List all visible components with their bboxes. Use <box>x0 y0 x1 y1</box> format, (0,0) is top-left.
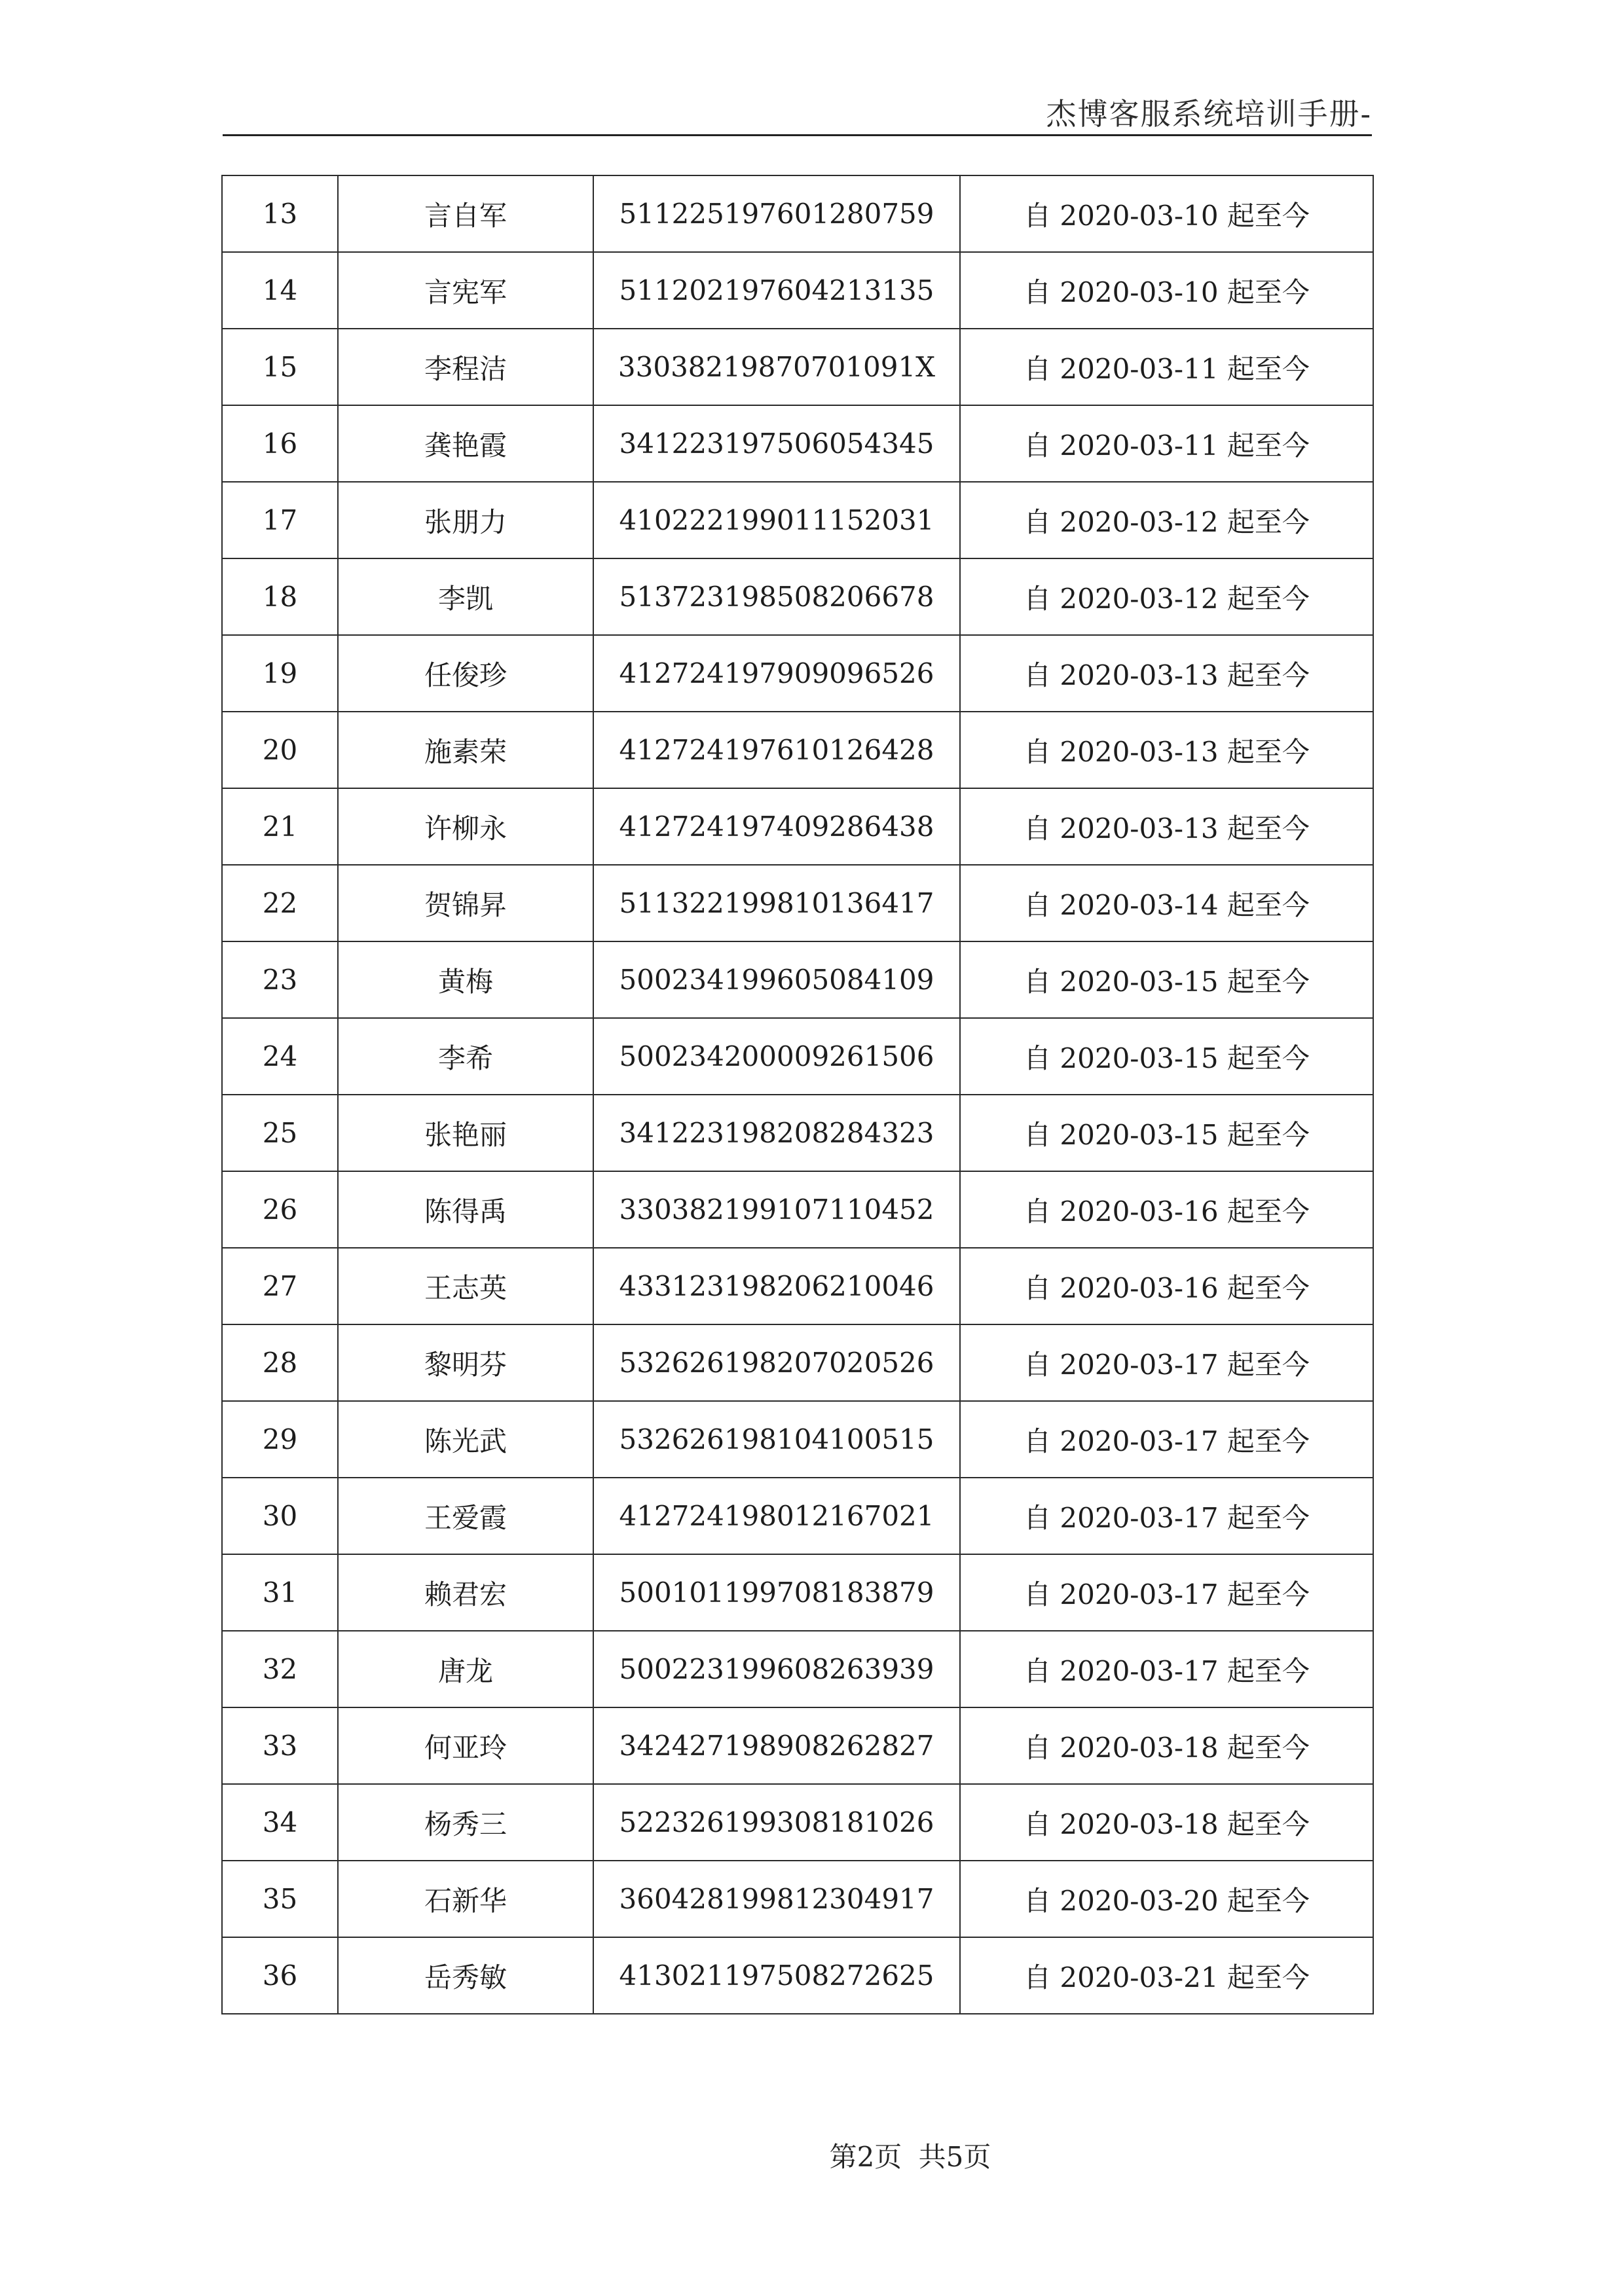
table-row <box>222 482 1373 558</box>
row-number-cell: 30 <box>222 1478 338 1554</box>
table-row <box>222 788 1373 865</box>
id-number-cell: 360428199812304917 <box>593 1861 960 1937</box>
name-cell: 龚艳霞 <box>338 405 593 482</box>
id-number-cell: 532626198104100515 <box>593 1401 960 1478</box>
name-cell: 黄梅 <box>338 941 593 1018</box>
id-number-cell: 511322199810136417 <box>593 865 960 941</box>
name-cell: 李程洁 <box>338 329 593 405</box>
period-cell: 自 2020-03-13 起至今 <box>960 788 1373 865</box>
period-cell: 自 2020-03-18 起至今 <box>960 1707 1373 1784</box>
table-row <box>222 635 1373 712</box>
row-number-cell: 24 <box>222 1018 338 1095</box>
period-cell: 自 2020-03-14 起至今 <box>960 865 1373 941</box>
id-number-cell: 522326199308181026 <box>593 1784 960 1861</box>
row-number-cell: 16 <box>222 405 338 482</box>
personnel-table <box>221 175 1374 2014</box>
period-cell: 自 2020-03-10 起至今 <box>960 252 1373 329</box>
period-cell: 自 2020-03-17 起至今 <box>960 1401 1373 1478</box>
name-cell: 王爱霞 <box>338 1478 593 1554</box>
table-row <box>222 1324 1373 1401</box>
name-cell: 贺锦昇 <box>338 865 593 941</box>
row-number-cell: 33 <box>222 1707 338 1784</box>
table-row <box>222 1401 1373 1478</box>
name-cell: 赖君宏 <box>338 1554 593 1631</box>
period-cell: 自 2020-03-15 起至今 <box>960 1018 1373 1095</box>
table-row <box>222 329 1373 405</box>
table-row <box>222 1248 1373 1324</box>
period-cell: 自 2020-03-16 起至今 <box>960 1171 1373 1248</box>
table-row <box>222 941 1373 1018</box>
period-cell: 自 2020-03-16 起至今 <box>960 1248 1373 1324</box>
period-cell: 自 2020-03-21 起至今 <box>960 1937 1373 2014</box>
table-row <box>222 252 1373 329</box>
row-number-cell: 29 <box>222 1401 338 1478</box>
table-row <box>222 865 1373 941</box>
name-cell: 言宪军 <box>338 252 593 329</box>
period-cell: 自 2020-03-11 起至今 <box>960 405 1373 482</box>
name-cell: 石新华 <box>338 1861 593 1937</box>
row-number-cell: 20 <box>222 712 338 788</box>
name-cell: 岳秀敏 <box>338 1937 593 2014</box>
id-number-cell: 342427198908262827 <box>593 1707 960 1784</box>
row-number-cell: 19 <box>222 635 338 712</box>
name-cell: 言自军 <box>338 175 593 252</box>
id-number-cell: 511225197601280759 <box>593 175 960 252</box>
name-cell: 黎明芬 <box>338 1324 593 1401</box>
name-cell: 何亚玲 <box>338 1707 593 1784</box>
row-number-cell: 23 <box>222 941 338 1018</box>
row-number-cell: 27 <box>222 1248 338 1324</box>
row-number-cell: 26 <box>222 1171 338 1248</box>
table-row <box>222 712 1373 788</box>
page-number: 第2页 <box>829 2141 902 2173</box>
id-number-cell: 433123198206210046 <box>593 1248 960 1324</box>
row-number-cell: 32 <box>222 1631 338 1707</box>
id-number-cell: 412724198012167021 <box>593 1478 960 1554</box>
table-row <box>222 1171 1373 1248</box>
id-number-cell: 500223199608263939 <box>593 1631 960 1707</box>
row-number-cell: 21 <box>222 788 338 865</box>
period-cell: 自 2020-03-12 起至今 <box>960 558 1373 635</box>
row-number-cell: 22 <box>222 865 338 941</box>
row-number-cell: 17 <box>222 482 338 558</box>
row-number-cell: 35 <box>222 1861 338 1937</box>
row-number-cell: 25 <box>222 1095 338 1171</box>
document-header-title: 杰博客服系统培训手册- <box>1046 96 1372 132</box>
name-cell: 任俊珍 <box>338 635 593 712</box>
id-number-cell: 511202197604213135 <box>593 252 960 329</box>
name-cell: 陈得禹 <box>338 1171 593 1248</box>
period-cell: 自 2020-03-15 起至今 <box>960 1095 1373 1171</box>
name-cell: 王志英 <box>338 1248 593 1324</box>
table-row <box>222 175 1373 252</box>
row-number-cell: 15 <box>222 329 338 405</box>
id-number-cell: 413021197508272625 <box>593 1937 960 2014</box>
id-number-cell: 412724197909096526 <box>593 635 960 712</box>
name-cell: 张朋力 <box>338 482 593 558</box>
id-number-cell: 341223198208284323 <box>593 1095 960 1171</box>
id-number-cell: 412724197610126428 <box>593 712 960 788</box>
row-number-cell: 18 <box>222 558 338 635</box>
row-number-cell: 14 <box>222 252 338 329</box>
name-cell: 张艳丽 <box>338 1095 593 1171</box>
id-number-cell: 513723198508206678 <box>593 558 960 635</box>
name-cell: 陈光武 <box>338 1401 593 1478</box>
name-cell: 施素荣 <box>338 712 593 788</box>
period-cell: 自 2020-03-10 起至今 <box>960 175 1373 252</box>
table-row <box>222 1478 1373 1554</box>
id-number-cell: 532626198207020526 <box>593 1324 960 1401</box>
period-cell: 自 2020-03-18 起至今 <box>960 1784 1373 1861</box>
name-cell: 许柳永 <box>338 788 593 865</box>
row-number-cell: 13 <box>222 175 338 252</box>
table-row <box>222 1095 1373 1171</box>
page-footer <box>0 2136 1624 2175</box>
table-row <box>222 558 1373 635</box>
period-cell: 自 2020-03-13 起至今 <box>960 635 1373 712</box>
row-number-cell: 28 <box>222 1324 338 1401</box>
period-cell: 自 2020-03-13 起至今 <box>960 712 1373 788</box>
header-divider <box>223 134 1372 136</box>
table-row <box>222 1631 1373 1707</box>
id-number-cell: 500234199605084109 <box>593 941 960 1018</box>
period-cell: 自 2020-03-12 起至今 <box>960 482 1373 558</box>
period-cell: 自 2020-03-17 起至今 <box>960 1554 1373 1631</box>
name-cell: 李希 <box>338 1018 593 1095</box>
id-number-cell: 500101199708183879 <box>593 1554 960 1631</box>
table-row <box>222 1861 1373 1937</box>
period-cell: 自 2020-03-17 起至今 <box>960 1478 1373 1554</box>
period-cell: 自 2020-03-17 起至今 <box>960 1631 1373 1707</box>
personnel-table-body <box>222 175 1373 2014</box>
period-cell: 自 2020-03-17 起至今 <box>960 1324 1373 1401</box>
table-row <box>222 1018 1373 1095</box>
period-cell: 自 2020-03-20 起至今 <box>960 1861 1373 1937</box>
table-row <box>222 405 1373 482</box>
table-row <box>222 1784 1373 1861</box>
table-row <box>222 1937 1373 2014</box>
id-number-cell: 330382199107110452 <box>593 1171 960 1248</box>
table-row <box>222 1707 1373 1784</box>
period-cell: 自 2020-03-15 起至今 <box>960 941 1373 1018</box>
table-row <box>222 1554 1373 1631</box>
row-number-cell: 31 <box>222 1554 338 1631</box>
row-number-cell: 36 <box>222 1937 338 2014</box>
id-number-cell: 410222199011152031 <box>593 482 960 558</box>
id-number-cell: 500234200009261506 <box>593 1018 960 1095</box>
page-total: 共5页 <box>918 2141 991 2173</box>
name-cell: 李凯 <box>338 558 593 635</box>
name-cell: 唐龙 <box>338 1631 593 1707</box>
id-number-cell: 341223197506054345 <box>593 405 960 482</box>
name-cell: 杨秀三 <box>338 1784 593 1861</box>
id-number-cell: 33038219870701091X <box>593 329 960 405</box>
row-number-cell: 34 <box>222 1784 338 1861</box>
period-cell: 自 2020-03-11 起至今 <box>960 329 1373 405</box>
id-number-cell: 412724197409286438 <box>593 788 960 865</box>
